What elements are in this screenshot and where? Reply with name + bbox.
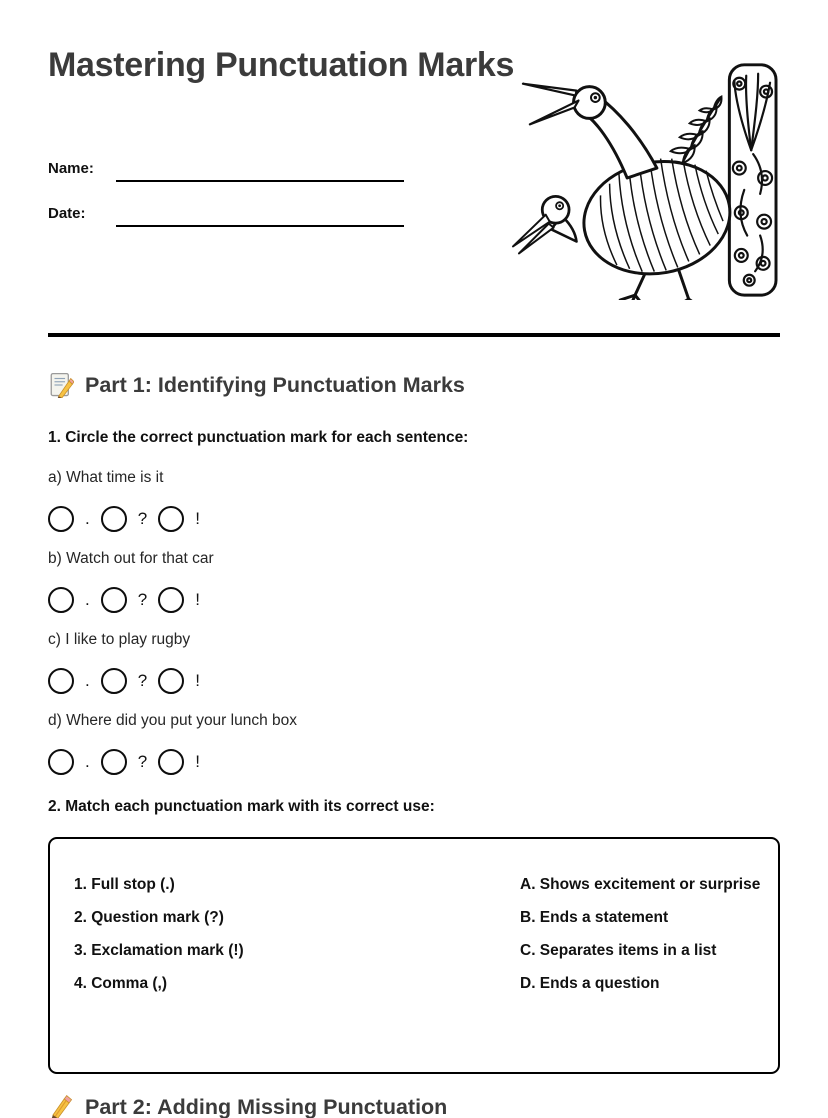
match-row-4: [74, 975, 778, 993]
page-title: Mastering Punctuation Marks: [48, 46, 515, 84]
part1-heading: [48, 372, 465, 398]
answer-row-c: [48, 668, 202, 694]
small-kiwi: [513, 196, 577, 253]
answer-circle-b-exclamation[interactable]: [158, 587, 184, 613]
question1-label: 1. Circle the correct punctuation mark for each sentence:: [48, 429, 469, 446]
exclamation-mark: !: [195, 671, 200, 690]
answer-circle-a-question[interactable]: [101, 506, 127, 532]
match-row-1: [74, 876, 778, 894]
section-divider: [48, 333, 780, 337]
kiwi-birds-svg: [510, 50, 778, 300]
memo-icon: [48, 372, 74, 398]
answer-row-d: [48, 749, 202, 775]
exclamation-mark: !: [195, 509, 200, 528]
sentence-b: b) Watch out for that car: [48, 550, 214, 567]
answer-circle-d-exclamation[interactable]: [158, 749, 184, 775]
answer-circle-a-exclamation[interactable]: [158, 506, 184, 532]
question-mark: ?: [137, 671, 148, 690]
match-use-b: B. Ends a statement: [520, 909, 669, 926]
date-label: Date:: [48, 205, 86, 222]
match-use-a: A. Shows excitement or surprise: [520, 876, 761, 893]
question-mark: ?: [137, 509, 148, 528]
sentence-a: a) What time is it: [48, 469, 164, 486]
answer-row-a: [48, 506, 202, 532]
answer-circle-b-question[interactable]: [101, 587, 127, 613]
period-mark: .: [85, 671, 90, 690]
match-item-full-stop: 1. Full stop (.): [74, 876, 175, 893]
answer-circle-c-exclamation[interactable]: [158, 668, 184, 694]
name-input-line[interactable]: [116, 180, 404, 182]
question-mark: ?: [137, 752, 148, 771]
exclamation-mark: !: [195, 590, 200, 609]
answer-circle-c-period[interactable]: [48, 668, 74, 694]
exclamation-mark: !: [195, 752, 200, 771]
match-row-2: [74, 909, 778, 927]
part2-heading-text: Part 2: Adding Missing Punctuation: [85, 1094, 448, 1118]
date-input-line[interactable]: [116, 225, 404, 227]
answer-circle-d-period[interactable]: [48, 749, 74, 775]
question2-label: 2. Match each punctuation mark with its correct use:: [48, 798, 435, 815]
question-mark: ?: [137, 590, 148, 609]
match-row-3: [74, 942, 778, 960]
part1-heading-text: Part 1: Identifying Punctuation Marks: [85, 372, 465, 397]
sentence-c: c) I like to play rugby: [48, 631, 191, 648]
period-mark: .: [85, 509, 90, 528]
period-mark: .: [85, 590, 90, 609]
match-item-question-mark: 2. Question mark (?): [74, 909, 224, 926]
match-use-d: D. Ends a question: [520, 975, 660, 992]
answer-row-b: [48, 587, 202, 613]
answer-circle-b-period[interactable]: [48, 587, 74, 613]
matching-box: [48, 837, 780, 1074]
pencil-icon: [48, 1094, 74, 1118]
answer-circle-a-period[interactable]: [48, 506, 74, 532]
answer-circle-c-question[interactable]: [101, 668, 127, 694]
kiwi-illustration: [510, 50, 778, 300]
answer-circle-d-question[interactable]: [101, 749, 127, 775]
sentence-d: d) Where did you put your lunch box: [48, 712, 297, 729]
part2-heading: [48, 1094, 447, 1118]
period-mark: .: [85, 752, 90, 771]
match-item-exclamation-mark: 3. Exclamation mark (!): [74, 942, 244, 959]
maori-carving-panel: [729, 65, 776, 295]
kiwi-head: [523, 84, 657, 178]
match-use-c: C. Separates items in a list: [520, 942, 717, 959]
match-item-comma: 4. Comma (,): [74, 975, 168, 992]
name-label: Name:: [48, 160, 94, 177]
